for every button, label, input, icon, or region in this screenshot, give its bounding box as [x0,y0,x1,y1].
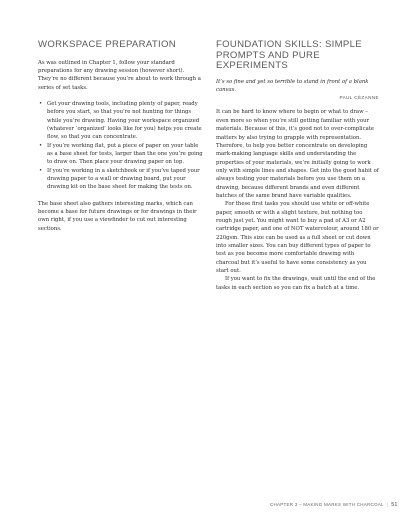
list-item: • Get your drawing tools, including plenty of paper, ready before you start, so that you’re not hunting for things while you’re drawing. Having your workspace organized (whatever ‘organized’ looks like for you) helps you create flow, so that you can concentrate. [39,100,202,141]
intro-paragraph: As was outlined in Chapter 1, follow your standard preparations for any drawing session (however short). They’re no different because you’re about to work through a series of set tasks. [38,59,201,91]
section-heading-workspace: WORKSPACE PREPARATION [38,39,176,50]
preparation-list [38,100,204,192]
footer-separator: | [386,502,389,507]
left-column [38,40,204,233]
running-footer-chapter: CHAPTER 3 – MAKING MARKS WITH CHARCOAL [270,502,384,507]
closing-paragraph: The base sheet also gathers interesting marks, which can become a base for future drawings or for drawings in their own right, if you use a viewfinder to cut out interesting sections. [38,200,197,232]
body-paragraph: It can be hard to know where to begin or what to draw – even more so when you’re still getting familiar with your materials. Because of this, it’s good not to over-complicate matters by also trying to grapple with representation. Therefore, to help you better concentrate on developing mark-making language skills and understanding the properties of your materials, we’re initially going to work only with simple lines and shapes. Get into the good habit of always testing your materials before you use them on a drawing, because different brands and even different batches of the same brand have variable qualities. [216,109,379,199]
epigraph-quote: It’s so fine and yet so terrible to stand in front of a blank canvas. [216,78,369,94]
bullet-icon: • [39,142,43,149]
body-paragraph: If you want to fix the drawings, wait until the end of the tasks in each section so you can fix a batch at a time. [216,276,376,291]
list-item: • If you’re working in a sketchbook or if you’ve taped your drawing paper to a wall or drawing board, put your drawing kit on the base sheet for making the tests on. [39,167,200,191]
page-footer [270,502,398,508]
epigraph-attribution: PAUL CÉZANNE [339,95,379,101]
bullet-icon: • [39,167,43,174]
body-paragraph: For these first tasks you should use white or off-white paper, smooth or with a slight texture, but nothing too rough just yet. You might want to buy a pad of A3 or A2 cartridge paper, and one of NOT watercolour, around 180 or 220gsm. This size can be used as a full sheet or cut down into smaller sizes. You can buy different types of paper to test as you become more comfortable drawing with charcoal but it’s useful to have some consistency as you start out. [216,201,379,274]
list-item: • If you’re working flat, put a piece of paper on your table as a base sheet for tests, larger than the one you’re going to draw on. Then place your drawing paper on top. [39,142,203,166]
section-heading-foundation-skills: FOUNDATION SKILLS: SIMPLE PROMPTS AND PURE EXPERIMENTS [216,39,362,72]
bullet-icon: • [39,100,43,107]
right-column [216,40,379,292]
page-number: 51 [391,502,398,508]
